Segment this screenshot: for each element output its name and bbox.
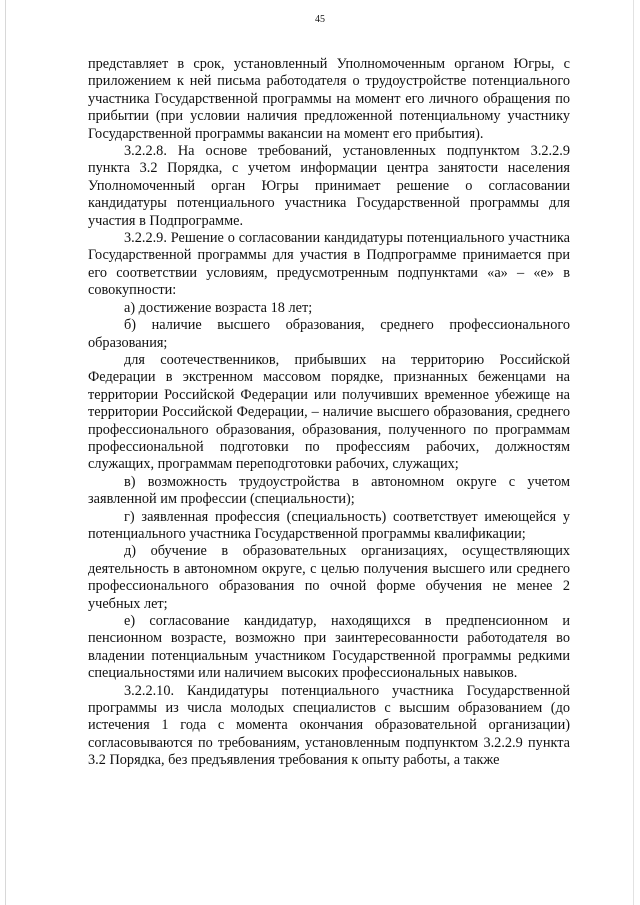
page-edge-right xyxy=(633,0,634,905)
condition-d: д) обучение в образовательных организациях, осуществляющих деятельность в автономном округе, с целью получения высшего или среднего профессионального образования по очной форме обучения не менее 2 учебных лет; xyxy=(88,543,570,612)
paragraph-3-2-2-8: 3.2.2.8. На основе требований, установленных подпунктом 3.2.2.9 пункта 3.2 Порядка, с учетом информации центра занятости населения Уполномоченный орган Югры принимает решение о согласовании кандидатуры потенциального участника Государственной программы для участия в Подпрограмме. xyxy=(88,143,570,229)
condition-a: а) достижение возраста 18 лет; xyxy=(124,299,313,316)
condition-v: в) возможность трудоустройства в автономном округе с учетом заявленной им профессии (специальности); xyxy=(88,473,570,508)
paragraph-3-2-2-9: 3.2.2.9. Решение о согласовании кандидатуры потенциального участника Государственной программы для участия в Подпрограмме принимается при его соответствии условиям, предусмотренным подпунктами «а» – «е» в совокупности: xyxy=(88,230,570,299)
condition-g: г) заявленная профессия (специальность) соответствует имеющейся у потенциального участника Государственной программы квалификации; xyxy=(88,508,570,542)
condition-e: е) согласование кандидатур, находящихся в предпенсионном и пенсионном возрасте, возможно при заинтересованности работодателя во владении потенциальным участником Государственной программы редкими специальностями или наличием высоких профессиональных навыков. xyxy=(88,613,570,682)
page-number: 45 xyxy=(315,14,325,25)
paragraph-3-2-2-10: 3.2.2.10. Кандидатуры потенциального участника Государственной программы из числа молодых специалистов с высшим образованием (до истечения 1 года с момента окончания образовательной организации) согласовываются по требованиям, установленным подпунктом 3.2.2.9 пункта 3.2 Порядка, без предъявления требования к опыту работы, а также xyxy=(88,682,570,769)
condition-b-compatriots: для соотечественников, прибывших на территорию Российской Федерации в экстренном массовом порядке, признанных беженцами на территории Российской Федерации или получивших временное убежище на территории Российской Федерации, – наличие высшего образования, среднего профессионального образования, образования, полученного по программам профессиональной подготовки по профессиям рабочих, должностям служащих, программам переподготовки рабочих, служащих; xyxy=(88,351,570,473)
condition-b: б) наличие высшего образования, среднего профессионального образования; xyxy=(88,317,570,351)
document-body xyxy=(88,56,570,770)
paragraph-continuation: представляет в срок, установленный Уполномоченным органом Югры, с приложением к ней письма работодателя о трудоустройстве потенциального участника Государственной программы на момент его личного обращения по прибытии (при условии наличия предложенной потенциальному участнику Государственной программы вакансии на момент его прибытия). xyxy=(88,56,570,142)
page-edge-left xyxy=(5,0,6,905)
